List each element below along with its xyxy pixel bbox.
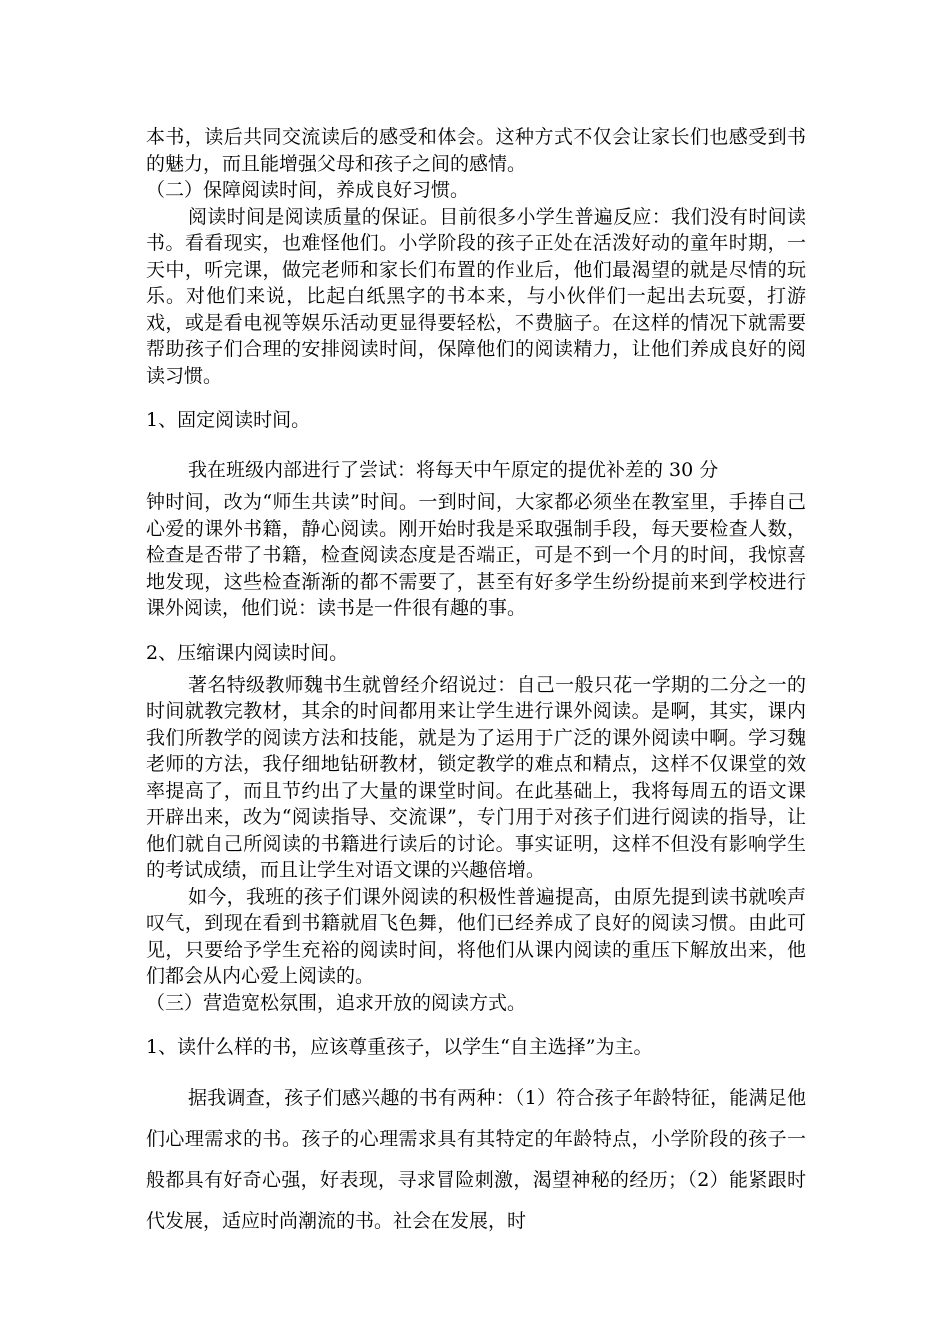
subheading-fixed-time: 1、固定阅读时间。 bbox=[146, 409, 311, 431]
paragraph-wei-shusheng: 著名特级教师魏书生就曾经介绍说过：自己一般只花一学期的二分之一的时间就教完教材，其余的时间都用来让学生进行课外阅读。是啊，其实，课内我们所教学的阅读方法和技能，就是为了运用于广泛的课外阅读中啊。学习魏老师的方法，我仔细地钻研教材，锁定教学的难点和精点，这样不仅课堂的效率提高了，而且节约出了大量的课堂时间。在此基础上，我将每周五的语文课开辟出来，改为“阅读指导、交流课”，专门用于对孩子们进行阅读的指导，让他们就自己所阅读的书籍进行读后的讨论。事实证明，这样不但没有影响学生的考试成绩，而且让学生对语文课的兴趣倍增。 bbox=[146, 673, 806, 881]
subheading-compress-time: 2、压缩课内阅读时间。 bbox=[146, 641, 349, 664]
document-body bbox=[146, 124, 806, 1242]
paragraph-trial-line1: 我在班级内部进行了尝试：将每天中午原定的提优补差的 30 分 bbox=[188, 459, 719, 481]
section-heading-2: （二）保障阅读时间，养成良好习惯。 bbox=[146, 179, 470, 201]
paragraph-continued: 本书，读后共同交流读后的感受和体会。这种方式不仅会让家长们也感受到书的魅力，而且能增强父母和孩子之间的感情。 bbox=[146, 126, 806, 175]
paragraph-results: 如今，我班的孩子们课外阅读的积极性普遍提高，由原先提到读书就唉声叹气，到现在看到书籍就眉飞色舞，他们已经养成了良好的阅读习惯。由此可见，只要给予学生充裕的阅读时间，将他们从课内阅读的重压下解放出来，他们都会从内心爱上阅读的。 bbox=[146, 885, 806, 987]
paragraph-reading-time: 阅读时间是阅读质量的保证。目前很多小学生普遍反应：我们没有时间读书。看看现实，也难怪他们。小学阶段的孩子正处在活泼好动的童年时期，一天中，听完课，做完老师和家长们布置的作业后，他们最渴望的就是尽情的玩乐。对他们来说，比起白纸黑字的书本来，与小伙伴们一起出去玩耍，打游戏，或是看电视等娱乐活动更显得要轻松，不费脑子。在这样的情况下就需要帮助孩子们合理的安排阅读时间，保障他们的阅读精力，让他们养成良好的阅读习惯。 bbox=[146, 205, 806, 387]
paragraph-trial-rest: 钟时间，改为“师生共读”时间。一到时间，大家都必须坐在教室里，手捧自己心爱的课外书籍，静心阅读。刚开始时我是采取强制手段，每天要检查人数，检查是否带了书籍，检查阅读态度是否端正，可是不到一个月的时间，我惊喜地发现，这些检查渐渐的都不需要了，甚至有好多学生纷纷提前来到学校进行课外阅读，他们说：读书是一件很有趣的事。 bbox=[146, 491, 806, 619]
section-heading-3: （三）营造宽松氛围，追求开放的阅读方式。 bbox=[146, 991, 527, 1014]
subheading-choose-books: 1、读什么样的书，应该尊重孩子，以学生“自主选择”为主。 bbox=[146, 1036, 653, 1058]
paragraph-survey: 据我调查，孩子们感兴趣的书有两种：（1）符合孩子年龄特征，能满足他们心理需求的书。孩子的心理需求具有其特定的年龄特点，小学阶段的孩子一般都具有好奇心强，好表现，寻求冒险刺激，渴望神秘的经历；（2）能紧跟时代发展，适应时尚潮流的书。社会在发展，时 bbox=[146, 1087, 806, 1232]
